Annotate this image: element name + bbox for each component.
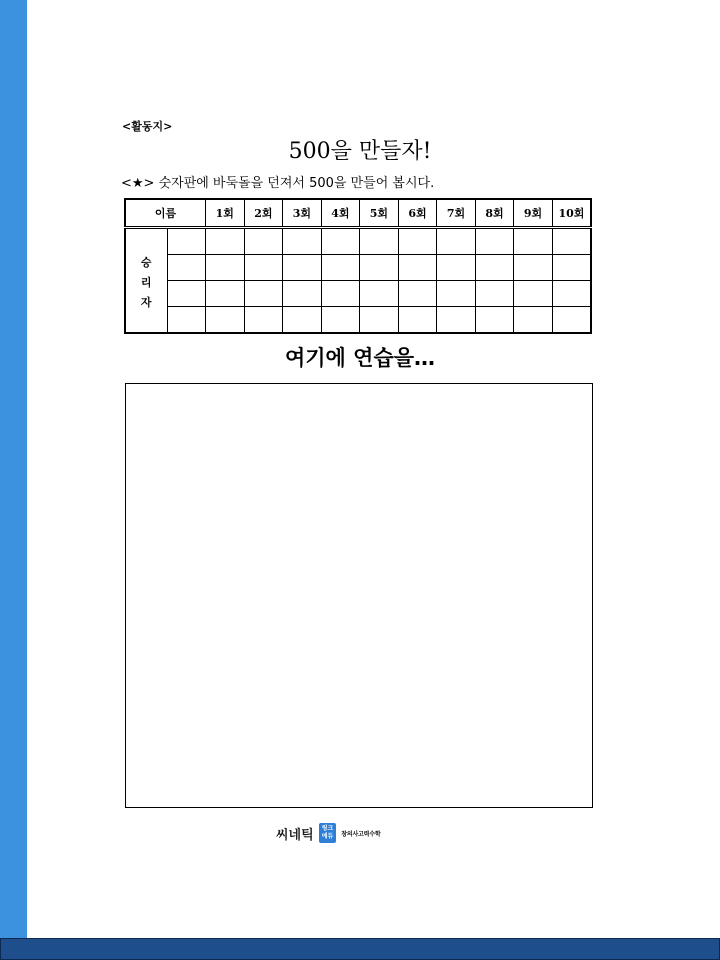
header-round-8: 8회 [475,199,514,228]
score-cell[interactable] [552,307,591,334]
header-round-1: 1회 [206,199,245,228]
score-cell[interactable] [398,281,437,307]
score-cell[interactable] [244,307,283,334]
footer-logo [276,822,380,844]
practice-area[interactable] [125,383,593,808]
score-cell[interactable] [475,307,514,334]
score-cell[interactable] [437,281,476,307]
score-table-header-row [125,199,591,228]
winner-side-label [125,228,167,334]
score-cell[interactable] [437,255,476,281]
score-table [124,198,592,334]
header-round-6: 6회 [398,199,437,228]
score-cell[interactable] [398,255,437,281]
score-cell[interactable] [206,307,245,334]
header-round-2: 2회 [244,199,283,228]
bottom-accent-bar [0,938,720,960]
score-cell[interactable] [206,255,245,281]
name-cell[interactable] [167,281,206,307]
score-cell[interactable] [321,228,360,255]
header-round-10: 10회 [552,199,591,228]
header-round-4: 4회 [321,199,360,228]
score-cell[interactable] [360,307,399,334]
header-round-7: 7회 [437,199,476,228]
header-name: 이름 [125,199,206,228]
score-cell[interactable] [398,307,437,334]
score-cell[interactable] [514,307,553,334]
score-cell[interactable] [244,281,283,307]
score-cell[interactable] [206,228,245,255]
instruction-text: <★> 숫자판에 바둑돌을 던져서 500을 만들어 봅시다. [121,176,435,191]
score-cell[interactable] [244,255,283,281]
name-cell[interactable] [167,255,206,281]
score-cell[interactable] [283,281,322,307]
score-cell[interactable] [321,307,360,334]
score-cell[interactable] [283,228,322,255]
brand-slogan: 창의사고력수학 [341,830,381,838]
score-cell[interactable] [360,228,399,255]
table-row [125,307,591,334]
score-cell[interactable] [360,281,399,307]
score-cell[interactable] [321,255,360,281]
brand-badge: 링크 에듀 [319,823,337,843]
score-cell[interactable] [283,307,322,334]
table-row [125,228,591,255]
practice-heading: 여기에 연습을… [284,346,436,370]
score-cell[interactable] [398,228,437,255]
table-row [125,281,591,307]
name-cell[interactable] [167,307,206,334]
brand-name: 씨네틱 [276,827,314,843]
score-cell[interactable] [514,281,553,307]
winner-label-text: 승 리 자 [140,255,152,309]
header-round-3: 3회 [283,199,322,228]
score-cell[interactable] [437,228,476,255]
score-cell[interactable] [475,281,514,307]
worksheet-label: <활동지> [122,120,173,133]
table-row [125,255,591,281]
score-cell[interactable] [321,281,360,307]
name-cell[interactable] [167,228,206,255]
score-cell[interactable] [206,281,245,307]
score-cell[interactable] [552,228,591,255]
score-cell[interactable] [475,228,514,255]
score-cell[interactable] [514,228,553,255]
score-cell[interactable] [475,255,514,281]
header-round-9: 9회 [514,199,553,228]
score-cell[interactable] [283,255,322,281]
score-cell[interactable] [552,255,591,281]
score-cell[interactable] [360,255,399,281]
score-cell[interactable] [514,255,553,281]
score-cell[interactable] [552,281,591,307]
score-cell[interactable] [437,307,476,334]
header-round-5: 5회 [360,199,399,228]
worksheet-title: 500을 만들자! [288,139,432,164]
score-cell[interactable] [244,228,283,255]
